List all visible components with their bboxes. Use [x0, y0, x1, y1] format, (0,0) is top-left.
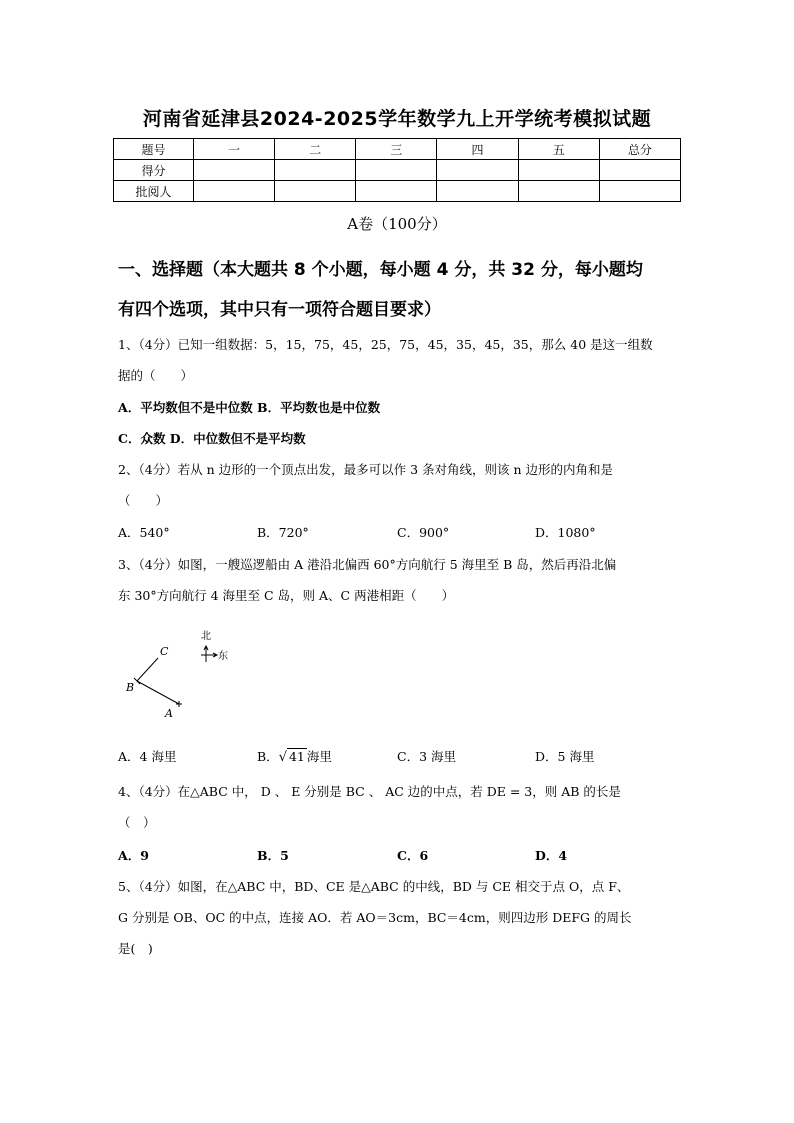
compass-north-label: 北	[201, 631, 211, 642]
score-input-cell	[518, 160, 599, 181]
question-2-option-c: C．900°	[397, 525, 450, 540]
page-title: 河南省延津县2024-2025学年数学九上开学统考模拟试题	[142, 108, 652, 130]
question-4-stem: 4、（4分）在△ABC 中， D 、 E 分别是 BC 、 AC 边的中点，若 DE = 3，则 AB 的长是	[118, 784, 621, 799]
score-input-cell	[437, 181, 518, 202]
question-2-option-d: D．1080°	[535, 525, 596, 540]
score-table-cell: 总分	[599, 139, 680, 160]
question-5-stem: 5、（4分）如图，在△ABC 中，BD、CE 是△ABC 的中线，BD 与 CE 相交于点 O，点 F、	[118, 879, 630, 894]
section-a-heading: A卷（100分）	[347, 215, 447, 233]
question-4-option-d: D．4	[535, 848, 568, 863]
question-3-stem-cont: 东 30°方向航行 4 海里至 C 岛，则 A、C 两港相距（ ）	[118, 588, 455, 603]
question-4-option-a: A．9	[118, 848, 149, 863]
sqrt-radicand: 41	[288, 749, 305, 764]
question-3-option-d: D．5 海里	[535, 749, 595, 764]
question-2-option-a: A．540°	[118, 525, 170, 540]
option-b-unit: 海里	[306, 749, 332, 764]
score-table	[113, 138, 681, 202]
score-table-cell: 批阅人	[114, 181, 194, 202]
score-input-cell	[437, 160, 518, 181]
compass-east-label: 东	[218, 651, 228, 662]
score-input-cell	[599, 160, 680, 181]
score-table-row	[114, 181, 681, 202]
score-input-cell	[356, 160, 437, 181]
score-input-cell	[599, 181, 680, 202]
score-input-cell	[194, 160, 275, 181]
score-table-cell: 一	[194, 139, 275, 160]
score-input-cell	[518, 181, 599, 202]
question-3-option-a: A．4 海里	[118, 749, 177, 764]
question-1-option-row2: C．众数 D．中位数但不是平均数	[118, 431, 306, 446]
score-input-cell	[356, 181, 437, 202]
question-2-stem: 2、（4分）若从 n 边形的一个顶点出发，最多可以作 3 条对角线，则该 n 边形的内角和是	[118, 462, 614, 477]
navigation-figure	[118, 625, 248, 725]
question-3-option-c: C．3 海里	[397, 749, 456, 764]
question-1-stem-cont: 据的（ ）	[118, 368, 194, 383]
question-5-stem-cont2: 是( )	[118, 941, 153, 956]
question-1-option-row1: A．平均数但不是中位数 B．平均数也是中位数	[118, 400, 381, 415]
score-table-cell: 得分	[114, 160, 194, 181]
score-table-header-row	[114, 139, 681, 160]
question-3-option-b: B．√ 41 海里	[257, 749, 332, 765]
point-b-label: B	[126, 681, 135, 694]
question-2-option-b: B．720°	[257, 525, 309, 540]
score-input-cell	[275, 181, 356, 202]
question-4-option-b: B．5	[257, 848, 289, 863]
option-b-letter: B．	[257, 749, 279, 764]
question-2-stem-cont: （ ）	[118, 493, 169, 508]
score-table-cell: 二	[275, 139, 356, 160]
question-5-stem-cont: G 分别是 OB、OC 的中点，连接 AO．若 AO＝3cm，BC＝4cm，则四边形 DEFG 的周长	[118, 910, 632, 925]
part1-heading-line1: 一、选择题（本大题共 8 个小题，每小题 4 分，共 32 分，每小题均	[118, 260, 643, 280]
point-a-label: A	[165, 707, 173, 720]
segment-bc	[137, 658, 158, 681]
question-3-stem: 3、（4分）如图，一艘巡逻船由 A 港沿北偏西 60°方向航行 5 海里至 B 岛，然后再沿北偏	[118, 557, 617, 572]
point-c-label: C	[160, 645, 169, 658]
segment-ba	[137, 681, 179, 704]
score-table-cell: 四	[437, 139, 518, 160]
part1-heading-line2: 有四个选项，其中只有一项符合题目要求）	[118, 300, 441, 320]
score-table-row	[114, 160, 681, 181]
question-4-stem-cont: （ ）	[118, 815, 156, 830]
score-input-cell	[194, 181, 275, 202]
score-table-cell: 五	[518, 139, 599, 160]
score-input-cell	[275, 160, 356, 181]
score-table-cell: 题号	[114, 139, 194, 160]
question-4-option-c: C．6	[397, 848, 429, 863]
score-table-cell: 三	[356, 139, 437, 160]
question-1-stem: 1、（4分）已知一组数据：5，15，75，45，25，75，45，35，45，35，那么 40 是这一组数	[118, 337, 653, 352]
